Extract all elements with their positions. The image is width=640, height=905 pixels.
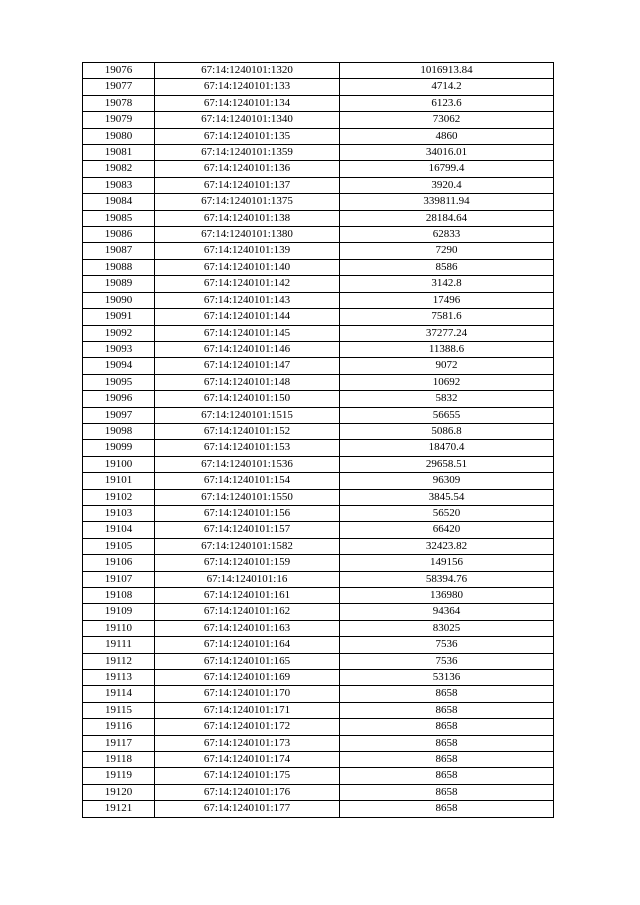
row-number-cell: 19077 — [83, 79, 155, 95]
table-row — [83, 227, 554, 243]
value-cell: 96309 — [340, 473, 554, 489]
row-number-cell: 19114 — [83, 686, 155, 702]
row-number-cell: 19108 — [83, 588, 155, 604]
row-number-cell: 19106 — [83, 555, 155, 571]
table-row — [83, 784, 554, 800]
row-number-cell: 19079 — [83, 112, 155, 128]
cadastral-number-cell: 67:14:1240101:156 — [155, 505, 340, 521]
row-number-cell: 19112 — [83, 653, 155, 669]
value-cell: 136980 — [340, 588, 554, 604]
table-row — [83, 473, 554, 489]
table-row — [83, 325, 554, 341]
value-cell: 8658 — [340, 752, 554, 768]
value-cell: 18470.4 — [340, 440, 554, 456]
table-row — [83, 522, 554, 538]
value-cell: 34016.01 — [340, 145, 554, 161]
table-row — [83, 309, 554, 325]
cadastral-number-cell: 67:14:1240101:142 — [155, 276, 340, 292]
value-cell: 94364 — [340, 604, 554, 620]
row-number-cell: 19080 — [83, 128, 155, 144]
table-row — [83, 79, 554, 95]
row-number-cell: 19087 — [83, 243, 155, 259]
value-cell: 339811.94 — [340, 194, 554, 210]
cadastral-number-cell: 67:14:1240101:16 — [155, 571, 340, 587]
table-row — [83, 423, 554, 439]
table-row — [83, 505, 554, 521]
row-number-cell: 19083 — [83, 177, 155, 193]
value-cell: 1016913.84 — [340, 63, 554, 79]
cadastral-number-cell: 67:14:1240101:1320 — [155, 63, 340, 79]
cadastral-number-cell: 67:14:1240101:140 — [155, 259, 340, 275]
row-number-cell: 19095 — [83, 374, 155, 390]
table-row — [83, 194, 554, 210]
row-number-cell: 19076 — [83, 63, 155, 79]
table-row — [83, 538, 554, 554]
cadastral-number-cell: 67:14:1240101:145 — [155, 325, 340, 341]
value-cell: 7290 — [340, 243, 554, 259]
cadastral-number-cell: 67:14:1240101:139 — [155, 243, 340, 259]
cadastral-number-cell: 67:14:1240101:172 — [155, 719, 340, 735]
row-number-cell: 19088 — [83, 259, 155, 275]
table-row — [83, 341, 554, 357]
row-number-cell: 19111 — [83, 637, 155, 653]
row-number-cell: 19116 — [83, 719, 155, 735]
cadastral-number-cell: 67:14:1240101:135 — [155, 128, 340, 144]
value-cell: 66420 — [340, 522, 554, 538]
value-cell: 8658 — [340, 719, 554, 735]
table-row — [83, 63, 554, 79]
row-number-cell: 19093 — [83, 341, 155, 357]
row-number-cell: 19084 — [83, 194, 155, 210]
value-cell: 8658 — [340, 768, 554, 784]
row-number-cell: 19115 — [83, 702, 155, 718]
row-number-cell: 19098 — [83, 423, 155, 439]
row-number-cell: 19119 — [83, 768, 155, 784]
table-row — [83, 145, 554, 161]
cadastral-number-cell: 67:14:1240101:1375 — [155, 194, 340, 210]
row-number-cell: 19090 — [83, 292, 155, 308]
row-number-cell: 19104 — [83, 522, 155, 538]
table-row — [83, 801, 554, 817]
table-row — [83, 686, 554, 702]
cadastral-number-cell: 67:14:1240101:150 — [155, 391, 340, 407]
row-number-cell: 19078 — [83, 95, 155, 111]
table-row — [83, 489, 554, 505]
row-number-cell: 19120 — [83, 784, 155, 800]
cadastral-number-cell: 67:14:1240101:162 — [155, 604, 340, 620]
cadastral-number-cell: 67:14:1240101:157 — [155, 522, 340, 538]
value-cell: 16799.4 — [340, 161, 554, 177]
cadastral-number-cell: 67:14:1240101:164 — [155, 637, 340, 653]
value-cell: 8658 — [340, 686, 554, 702]
value-cell: 73062 — [340, 112, 554, 128]
value-cell: 37277.24 — [340, 325, 554, 341]
value-cell: 7581.6 — [340, 309, 554, 325]
cadastral-number-cell: 67:14:1240101:177 — [155, 801, 340, 817]
value-cell: 8586 — [340, 259, 554, 275]
row-number-cell: 19092 — [83, 325, 155, 341]
table-row — [83, 276, 554, 292]
row-number-cell: 19105 — [83, 538, 155, 554]
table-row — [83, 440, 554, 456]
cadastral-number-cell: 67:14:1240101:165 — [155, 653, 340, 669]
value-cell: 10692 — [340, 374, 554, 390]
value-cell: 8658 — [340, 702, 554, 718]
cadastral-number-cell: 67:14:1240101:174 — [155, 752, 340, 768]
value-cell: 29658.51 — [340, 456, 554, 472]
value-cell: 149156 — [340, 555, 554, 571]
cadastral-number-cell: 67:14:1240101:161 — [155, 588, 340, 604]
row-number-cell: 19113 — [83, 670, 155, 686]
value-cell: 3142.8 — [340, 276, 554, 292]
cadastral-number-cell: 67:14:1240101:176 — [155, 784, 340, 800]
table-row — [83, 735, 554, 751]
value-cell: 53136 — [340, 670, 554, 686]
row-number-cell: 19117 — [83, 735, 155, 751]
row-number-cell: 19081 — [83, 145, 155, 161]
table-row — [83, 588, 554, 604]
cadastral-number-cell: 67:14:1240101:1380 — [155, 227, 340, 243]
cadastral-number-cell: 67:14:1240101:144 — [155, 309, 340, 325]
cadastral-number-cell: 67:14:1240101:138 — [155, 210, 340, 226]
cadastral-number-cell: 67:14:1240101:1550 — [155, 489, 340, 505]
cadastral-number-cell: 67:14:1240101:133 — [155, 79, 340, 95]
row-number-cell: 19109 — [83, 604, 155, 620]
table-row — [83, 358, 554, 374]
table-row — [83, 407, 554, 423]
table-row — [83, 555, 554, 571]
value-cell: 17496 — [340, 292, 554, 308]
cadastral-number-cell: 67:14:1240101:170 — [155, 686, 340, 702]
row-number-cell: 19118 — [83, 752, 155, 768]
row-number-cell: 19102 — [83, 489, 155, 505]
row-number-cell: 19100 — [83, 456, 155, 472]
row-number-cell: 19121 — [83, 801, 155, 817]
table-row — [83, 95, 554, 111]
cadastral-number-cell: 67:14:1240101:159 — [155, 555, 340, 571]
row-number-cell: 19101 — [83, 473, 155, 489]
row-number-cell: 19096 — [83, 391, 155, 407]
value-cell: 5832 — [340, 391, 554, 407]
value-cell: 3845.54 — [340, 489, 554, 505]
cadastral-number-cell: 67:14:1240101:173 — [155, 735, 340, 751]
table-row — [83, 752, 554, 768]
table-row — [83, 128, 554, 144]
cadastral-number-cell: 67:14:1240101:143 — [155, 292, 340, 308]
value-cell: 32423.82 — [340, 538, 554, 554]
table-body — [83, 63, 554, 818]
table-row — [83, 259, 554, 275]
cadastral-number-cell: 67:14:1240101:1359 — [155, 145, 340, 161]
value-cell: 6123.6 — [340, 95, 554, 111]
table-row — [83, 391, 554, 407]
cadastral-number-cell: 67:14:1240101:1582 — [155, 538, 340, 554]
cadastral-number-cell: 67:14:1240101:163 — [155, 620, 340, 636]
cadastral-number-cell: 67:14:1240101:146 — [155, 341, 340, 357]
table-row — [83, 604, 554, 620]
table-row — [83, 177, 554, 193]
table-row — [83, 637, 554, 653]
value-cell: 8658 — [340, 801, 554, 817]
table-row — [83, 374, 554, 390]
value-cell: 58394.76 — [340, 571, 554, 587]
row-number-cell: 19099 — [83, 440, 155, 456]
cadastral-number-cell: 67:14:1240101:1536 — [155, 456, 340, 472]
table-row — [83, 456, 554, 472]
cadastral-number-cell: 67:14:1240101:1515 — [155, 407, 340, 423]
value-cell: 56520 — [340, 505, 554, 521]
table-row — [83, 292, 554, 308]
data-table — [82, 62, 554, 818]
value-cell: 8658 — [340, 784, 554, 800]
value-cell: 4860 — [340, 128, 554, 144]
table-row — [83, 112, 554, 128]
cadastral-number-cell: 67:14:1240101:154 — [155, 473, 340, 489]
row-number-cell: 19094 — [83, 358, 155, 374]
row-number-cell: 19086 — [83, 227, 155, 243]
row-number-cell: 19110 — [83, 620, 155, 636]
row-number-cell: 19089 — [83, 276, 155, 292]
table-row — [83, 161, 554, 177]
value-cell: 5086.8 — [340, 423, 554, 439]
row-number-cell: 19107 — [83, 571, 155, 587]
row-number-cell: 19085 — [83, 210, 155, 226]
table-row — [83, 670, 554, 686]
value-cell: 3920.4 — [340, 177, 554, 193]
value-cell: 11388.6 — [340, 341, 554, 357]
value-cell: 4714.2 — [340, 79, 554, 95]
cadastral-number-cell: 67:14:1240101:153 — [155, 440, 340, 456]
cadastral-number-cell: 67:14:1240101:171 — [155, 702, 340, 718]
value-cell: 28184.64 — [340, 210, 554, 226]
cadastral-number-cell: 67:14:1240101:152 — [155, 423, 340, 439]
value-cell: 8658 — [340, 735, 554, 751]
table-row — [83, 210, 554, 226]
row-number-cell: 19097 — [83, 407, 155, 423]
table-row — [83, 719, 554, 735]
cadastral-number-cell: 67:14:1240101:137 — [155, 177, 340, 193]
table-row — [83, 702, 554, 718]
cadastral-number-cell: 67:14:1240101:148 — [155, 374, 340, 390]
value-cell: 7536 — [340, 653, 554, 669]
table-row — [83, 653, 554, 669]
row-number-cell: 19082 — [83, 161, 155, 177]
cadastral-number-cell: 67:14:1240101:134 — [155, 95, 340, 111]
cadastral-number-cell: 67:14:1240101:147 — [155, 358, 340, 374]
value-cell: 83025 — [340, 620, 554, 636]
value-cell: 56655 — [340, 407, 554, 423]
table-row — [83, 768, 554, 784]
cadastral-number-cell: 67:14:1240101:175 — [155, 768, 340, 784]
cadastral-number-cell: 67:14:1240101:169 — [155, 670, 340, 686]
row-number-cell: 19091 — [83, 309, 155, 325]
table-row — [83, 243, 554, 259]
table-row — [83, 620, 554, 636]
value-cell: 7536 — [340, 637, 554, 653]
table-row — [83, 571, 554, 587]
cadastral-number-cell: 67:14:1240101:1340 — [155, 112, 340, 128]
value-cell: 62833 — [340, 227, 554, 243]
cadastral-number-cell: 67:14:1240101:136 — [155, 161, 340, 177]
row-number-cell: 19103 — [83, 505, 155, 521]
value-cell: 9072 — [340, 358, 554, 374]
